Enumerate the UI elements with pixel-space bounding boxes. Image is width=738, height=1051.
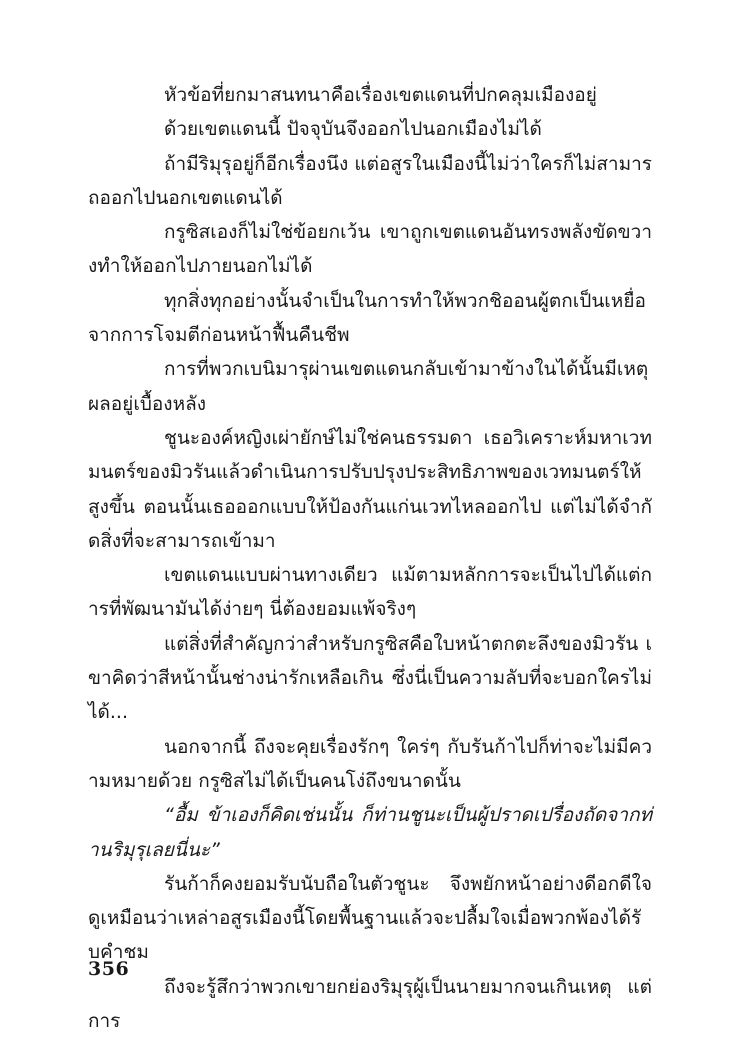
paragraph-10: นอกจากนี้ ถึงจะคุยเรื่องรักๆ ใคร่ๆ กับรันก้าไปก็ท่าจะไม่มีความหมายด้วย กรูซิสไม่ได้เป็นคนโง่ถึงขนาดนั้น	[88, 735, 652, 792]
paragraph-7: ชูนะองค์หญิงเผ่ายักษ์ไม่ใช่คนธรรมดา เธอวิเคราะห์มหาเวทมนตร์ของมิวรันแล้วดำเนินการปรับปรุงประสิทธิภาพของเวทมนตร์ให้สูงขึ้น ตอนนั้นเธอออกแบบให้ป้องกันแก่นเวทไหลออกไป แต่ไม่ได้จำกัดสิ่งที่จะสามารถเข้ามา	[88, 426, 652, 552]
page-number: 356	[88, 958, 130, 980]
paragraph-4: กรูซิสเองก็ไม่ใช่ข้อยกเว้น เขาถูกเขตแดนอันทรงพลังขัดขวางทำให้ออกไปภายนอกไม่ได้	[88, 221, 652, 278]
dialogue-quote: “อื้ม ข้าเองก็คิดเช่นนั้น ก็ท่านชูนะเป็นผู้ปราดเปรื่องถัดจากท่านริมุรุเลยนี่นะ”	[88, 804, 652, 861]
paragraph-1: หัวข้อที่ยกมาสนทนาคือเรื่องเขตแดนที่ปกคลุมเมืองอยู่	[164, 84, 597, 106]
paragraph-5: ทุกสิ่งทุกอย่างนั้นจำเป็นในการทำให้พวกชิออนผู้ตกเป็นเหยื่อจากการโจมตีก่อนหน้าฟื้นคืนชีพ	[88, 289, 646, 347]
body-text	[88, 78, 652, 1038]
paragraph-9: แต่สิ่งที่สำคัญกว่าสำหรับกรูซิสคือใบหน้าตกตะลึงของมิวรัน เขาคิดว่าสีหน้านั้นช่างน่ารักเหลือเกิน ซึ่งนี่เป็นความลับที่จะบอกใครไม่ได้...	[88, 632, 652, 724]
paragraph-12: รันก้าก็คงยอมรับนับถือในตัวชูนะ จึงพยักหน้าอย่างดีอกดีใจ ดูเหมือนว่าเหล่าอสูรเมืองนี้โดยพื้นฐานแล้วจะปลื้มใจเมื่อพวกพ้องได้รับคำชม	[88, 872, 652, 964]
paragraph-6: การที่พวกเบนิมารุผ่านเขตแดนกลับเข้ามาข้างในได้นั้นมีเหตุผลอยู่เบื้องหลัง	[88, 358, 649, 415]
paragraph-13: ถึงจะรู้สึกว่าพวกเขายกย่องริมุรุผู้เป็นนายมากจนเกินเหตุ แต่การ	[88, 975, 652, 1033]
paragraph-8: เขตแดนแบบผ่านทางเดียว แม้ตามหลักการจะเป็นไปได้แต่การที่พัฒนามันได้ง่ายๆ นี่ต้องยอมแพ้จริงๆ	[88, 564, 652, 621]
paragraph-2: ด้วยเขตแดนนี้ ปัจจุบันจึงออกไปนอกเมืองไม่ได้	[164, 118, 542, 141]
paragraph-3: ถ้ามีริมุรุอยู่ก็อีกเรื่องนึง แต่อสูรในเมืองนี้ไม่ว่าใครก็ไม่สามารถออกไปนอกเขตแดนได้	[88, 152, 652, 209]
